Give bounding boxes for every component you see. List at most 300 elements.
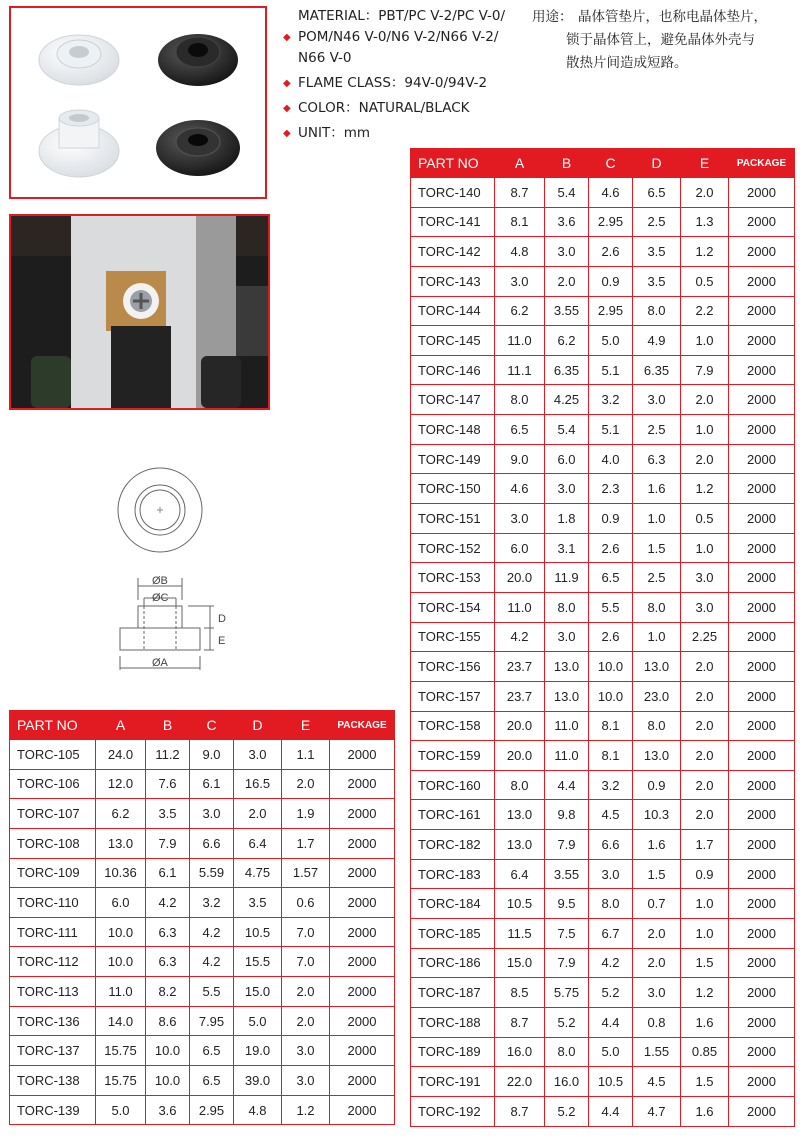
table-cell: 3.6 (146, 1095, 190, 1125)
table-row (411, 1096, 795, 1126)
table-cell: 2000 (729, 800, 795, 830)
table-cell: 2000 (330, 1066, 395, 1096)
table-cell: TORC-109 (10, 858, 96, 888)
table-cell: 2.0 (282, 1006, 330, 1036)
table-cell: 2.0 (633, 948, 681, 978)
table-cell: 4.25 (545, 385, 589, 415)
table-cell: 8.1 (495, 207, 545, 237)
table-cell: 2000 (330, 740, 395, 770)
table-cell: 7.0 (282, 947, 330, 977)
table-cell: 2.25 (681, 622, 729, 652)
table-cell: 3.6 (545, 207, 589, 237)
table-cell: 8.0 (545, 1037, 589, 1067)
table-cell: TORC-183 (411, 859, 495, 889)
table-row (411, 622, 795, 652)
table-cell: TORC-160 (411, 770, 495, 800)
header-a: A (96, 711, 146, 740)
table-row (10, 1036, 395, 1066)
spec-material (283, 6, 523, 27)
table-cell: TORC-141 (411, 207, 495, 237)
table-cell: TORC-111 (10, 917, 96, 947)
table-cell: TORC-159 (411, 741, 495, 771)
table-cell: 2.0 (681, 178, 729, 208)
table-cell: 2.6 (589, 533, 633, 563)
table-cell: TORC-156 (411, 652, 495, 682)
table-cell: 3.0 (589, 859, 633, 889)
table-cell: 2000 (729, 178, 795, 208)
table-cell: TORC-112 (10, 947, 96, 977)
table-cell: 2000 (729, 474, 795, 504)
table-cell: TORC-155 (411, 622, 495, 652)
table-cell: 2.0 (681, 711, 729, 741)
table-cell: 3.5 (633, 237, 681, 267)
bullet-icon: ◆ (283, 128, 291, 139)
table-cell: 2000 (729, 504, 795, 534)
table-cell: 2.0 (681, 444, 729, 474)
table-row (411, 326, 795, 356)
table-cell: 8.1 (589, 711, 633, 741)
header-d: D (633, 149, 681, 178)
table-cell: 1.0 (681, 889, 729, 919)
table-row (411, 948, 795, 978)
table-cell: 4.2 (190, 947, 234, 977)
table-cell: 6.6 (589, 830, 633, 860)
spec-color (283, 98, 523, 119)
table-cell: 2.0 (681, 770, 729, 800)
table-cell: 2.0 (681, 652, 729, 682)
table-cell: 3.0 (234, 740, 282, 770)
table-cell: 7.9 (146, 828, 190, 858)
usage-text-1: 晶体管垫片，也称电晶体垫片， (578, 9, 767, 25)
product-photo (9, 6, 267, 199)
table-cell: 0.9 (633, 770, 681, 800)
table-cell: 10.0 (146, 1036, 190, 1066)
table-cell: 2.0 (681, 681, 729, 711)
table-row (411, 681, 795, 711)
boss-outline (138, 606, 182, 628)
table-cell: 2000 (330, 977, 395, 1007)
table-cell: 6.5 (190, 1066, 234, 1096)
table-cell: 2.5 (633, 207, 681, 237)
table-cell: 5.59 (190, 858, 234, 888)
table-cell: 10.5 (589, 1067, 633, 1097)
table-cell: 1.5 (633, 859, 681, 889)
table-cell: 2.0 (282, 977, 330, 1007)
table-cell: 7.0 (282, 917, 330, 947)
table-cell: 10.5 (234, 917, 282, 947)
table-row (10, 828, 395, 858)
table-cell: 10.0 (96, 917, 146, 947)
table-cell: 6.5 (633, 178, 681, 208)
table-cell: 6.5 (495, 415, 545, 445)
table-cell: 10.0 (589, 681, 633, 711)
table-cell: 1.57 (282, 858, 330, 888)
table-cell: 5.0 (96, 1095, 146, 1125)
table-cell: 4.4 (589, 1007, 633, 1037)
table-cell: 2000 (330, 799, 395, 829)
table-row (411, 1007, 795, 1037)
table-cell: 10.0 (146, 1066, 190, 1096)
table-row (411, 652, 795, 682)
table-cell: 23.0 (633, 681, 681, 711)
table-cell: 2000 (729, 622, 795, 652)
table-cell: TORC-153 (411, 563, 495, 593)
header-c: C (589, 149, 633, 178)
table-cell: 4.2 (495, 622, 545, 652)
table-row (411, 800, 795, 830)
table-cell: 2.0 (681, 741, 729, 771)
table-cell: 8.0 (545, 592, 589, 622)
table-cell: 16.0 (495, 1037, 545, 1067)
table-row (10, 740, 395, 770)
table-row (10, 769, 395, 799)
table-cell: 13.0 (633, 652, 681, 682)
table-cell: 13.0 (495, 830, 545, 860)
table-cell: 16.0 (545, 1067, 589, 1097)
table-cell: 10.0 (96, 947, 146, 977)
table-cell: 2000 (330, 1036, 395, 1066)
table-cell: 2000 (330, 917, 395, 947)
table-cell: 2.0 (234, 799, 282, 829)
table-cell: 2.5 (633, 563, 681, 593)
table-cell: 4.9 (633, 326, 681, 356)
table-cell: 2000 (729, 948, 795, 978)
table-row (411, 592, 795, 622)
parts-table-left (9, 710, 395, 1125)
table-cell: 2000 (729, 385, 795, 415)
table-cell: TORC-113 (10, 977, 96, 1007)
table-cell: 2000 (729, 266, 795, 296)
table-cell: TORC-152 (411, 533, 495, 563)
table-cell: 20.0 (495, 711, 545, 741)
table-cell: TORC-139 (10, 1095, 96, 1125)
table-cell: TORC-146 (411, 355, 495, 385)
table-cell: 23.7 (495, 652, 545, 682)
table-cell: 6.0 (495, 533, 545, 563)
table-cell: 6.1 (146, 858, 190, 888)
table-cell: TORC-161 (411, 800, 495, 830)
table-cell: 10.3 (633, 800, 681, 830)
label-b: ØB (152, 575, 168, 587)
table-cell: 3.55 (545, 859, 589, 889)
table-cell: 5.2 (545, 1096, 589, 1126)
table-cell: 4.5 (589, 800, 633, 830)
table-cell: TORC-157 (411, 681, 495, 711)
table-cell: 2000 (729, 681, 795, 711)
table-row (411, 178, 795, 208)
table-cell: 4.8 (495, 237, 545, 267)
table-cell: 6.5 (190, 1036, 234, 1066)
table-cell: TORC-192 (411, 1096, 495, 1126)
table-row (411, 237, 795, 267)
table-cell: 1.8 (545, 504, 589, 534)
table-cell: 8.2 (146, 977, 190, 1007)
table-cell: 5.4 (545, 178, 589, 208)
table-row (10, 977, 395, 1007)
table-cell: 4.8 (234, 1095, 282, 1125)
table-cell: 1.0 (633, 504, 681, 534)
table-cell: 13.0 (545, 681, 589, 711)
table-cell: 4.4 (545, 770, 589, 800)
table-row (411, 741, 795, 771)
table-cell: 0.5 (681, 504, 729, 534)
table-cell: 2.95 (589, 207, 633, 237)
table-cell: 3.5 (234, 888, 282, 918)
table-cell: 8.0 (495, 385, 545, 415)
table-cell: 5.2 (589, 978, 633, 1008)
table-cell: TORC-148 (411, 415, 495, 445)
table-header-row (411, 149, 795, 178)
header-a: A (495, 149, 545, 178)
table-cell: TORC-154 (411, 592, 495, 622)
table-cell: 2000 (729, 859, 795, 889)
table-cell: 1.0 (633, 622, 681, 652)
table-cell: 6.7 (589, 919, 633, 949)
table-cell: 3.0 (633, 978, 681, 1008)
table-cell: 13.0 (545, 652, 589, 682)
table-cell: TORC-145 (411, 326, 495, 356)
table-cell: 2000 (729, 1007, 795, 1037)
table-cell: 4.0 (589, 444, 633, 474)
material-line1: MATERIAL：PBT/PC V-2/PC V-0/ (298, 8, 506, 24)
table-cell: 10.0 (589, 652, 633, 682)
table-cell: 8.6 (146, 1006, 190, 1036)
table-row (411, 504, 795, 534)
table-cell: 6.1 (190, 769, 234, 799)
table-cell: 3.5 (633, 266, 681, 296)
table-cell: 10.5 (495, 889, 545, 919)
table-cell: TORC-191 (411, 1067, 495, 1097)
table-cell: 1.6 (633, 830, 681, 860)
table-cell: 6.2 (545, 326, 589, 356)
table-cell: 3.2 (190, 888, 234, 918)
table-cell: 2000 (729, 1067, 795, 1097)
table-cell: 1.0 (681, 326, 729, 356)
table-cell: 1.1 (282, 740, 330, 770)
table-cell: 2.0 (633, 919, 681, 949)
header-d: D (234, 711, 282, 740)
table-cell: 2.3 (589, 474, 633, 504)
table-cell: 15.0 (234, 977, 282, 1007)
table-cell: 2000 (330, 769, 395, 799)
table-cell: 4.5 (633, 1067, 681, 1097)
color: COLOR：NATURAL/BLACK (298, 100, 470, 116)
table-cell: 6.4 (495, 859, 545, 889)
table-cell: TORC-149 (411, 444, 495, 474)
table-cell: 1.0 (681, 415, 729, 445)
table-cell: 1.5 (681, 948, 729, 978)
table-cell: 5.2 (545, 1007, 589, 1037)
table-cell: 1.7 (681, 830, 729, 860)
dimension-diagram (100, 460, 250, 680)
table-cell: 7.9 (545, 830, 589, 860)
table-cell: 6.0 (96, 888, 146, 918)
unit: UNIT：mm (298, 125, 371, 141)
table-cell: 8.0 (633, 711, 681, 741)
table-cell: 15.0 (495, 948, 545, 978)
table-cell: TORC-187 (411, 978, 495, 1008)
table-cell: 2000 (330, 828, 395, 858)
table-cell: 7.95 (190, 1006, 234, 1036)
table-row (10, 799, 395, 829)
table-row (411, 563, 795, 593)
table-cell: 2000 (729, 889, 795, 919)
table-row (411, 474, 795, 504)
washer-illustration (11, 8, 265, 197)
label-c: ØC (152, 592, 169, 604)
table-cell: 11.1 (495, 355, 545, 385)
table-cell: TORC-150 (411, 474, 495, 504)
table-cell: TORC-143 (411, 266, 495, 296)
table-row (411, 207, 795, 237)
header-c: C (190, 711, 234, 740)
table-cell: 4.4 (589, 1096, 633, 1126)
table-cell: 11.0 (545, 711, 589, 741)
table-cell: 39.0 (234, 1066, 282, 1096)
table-cell: 2000 (729, 770, 795, 800)
table-cell: 4.7 (633, 1096, 681, 1126)
table-cell: 6.3 (146, 917, 190, 947)
table-cell: 5.0 (589, 326, 633, 356)
usage-text (532, 6, 804, 75)
header-part-no: PART NO (10, 711, 96, 740)
table-cell: 3.0 (633, 385, 681, 415)
table-row (411, 770, 795, 800)
table-cell: 7.5 (545, 919, 589, 949)
table-cell: 2.95 (589, 296, 633, 326)
table-cell: 1.7 (282, 828, 330, 858)
table-row (10, 917, 395, 947)
table-cell: 11.0 (96, 977, 146, 1007)
table-cell: 2000 (330, 1006, 395, 1036)
table-cell: 3.2 (589, 385, 633, 415)
header-package: PACKAGE (330, 711, 395, 740)
flame-class: FLAME CLASS：94V-0/94V-2 (298, 75, 488, 91)
table-cell: 19.0 (234, 1036, 282, 1066)
table-cell: 1.5 (681, 1067, 729, 1097)
table-row (411, 889, 795, 919)
table-row (411, 266, 795, 296)
table-cell: 10.36 (96, 858, 146, 888)
table-cell: 11.0 (545, 741, 589, 771)
table-cell: 11.0 (495, 592, 545, 622)
spec-flame (283, 73, 523, 94)
usage-line2: 锁于晶体管上，避免晶体外壳与 (566, 32, 755, 48)
table-cell: 2.95 (190, 1095, 234, 1125)
table-cell: 13.0 (633, 741, 681, 771)
transistor-on-heatsink-illustration (11, 216, 268, 408)
application-photo (9, 214, 270, 410)
table-cell: 15.75 (96, 1036, 146, 1066)
table-cell: TORC-140 (411, 178, 495, 208)
table-cell: 5.75 (545, 978, 589, 1008)
table-row (411, 415, 795, 445)
table-row (10, 947, 395, 977)
table-cell: TORC-186 (411, 948, 495, 978)
table-cell: 1.55 (633, 1037, 681, 1067)
header-e: E (681, 149, 729, 178)
table-row (10, 858, 395, 888)
table-cell: 5.0 (234, 1006, 282, 1036)
table-header-row (10, 711, 395, 740)
table-cell: TORC-188 (411, 1007, 495, 1037)
table-cell: 1.2 (681, 978, 729, 1008)
table-cell: TORC-105 (10, 740, 96, 770)
table-cell: 5.1 (589, 415, 633, 445)
table-row (411, 444, 795, 474)
table-row (411, 1067, 795, 1097)
table-cell: 13.0 (96, 828, 146, 858)
table-row (411, 978, 795, 1008)
table-cell: 3.5 (146, 799, 190, 829)
table-cell: TORC-185 (411, 919, 495, 949)
parts-table-right (410, 148, 795, 1127)
table-cell: 11.9 (545, 563, 589, 593)
table-cell: 2.0 (545, 266, 589, 296)
table-cell: 16.5 (234, 769, 282, 799)
table-cell: 7.9 (545, 948, 589, 978)
table-cell: 0.8 (633, 1007, 681, 1037)
table-cell: 0.85 (681, 1037, 729, 1067)
label-d: D (218, 613, 226, 625)
table-cell: TORC-137 (10, 1036, 96, 1066)
table-cell: 5.0 (589, 1037, 633, 1067)
table-cell: 6.35 (633, 355, 681, 385)
table-cell: 4.75 (234, 858, 282, 888)
table-cell: 0.5 (681, 266, 729, 296)
table-cell: 7.6 (146, 769, 190, 799)
table-cell: 2000 (729, 711, 795, 741)
table-cell: 1.9 (282, 799, 330, 829)
table-cell: 2.5 (633, 415, 681, 445)
table-cell: 0.9 (681, 859, 729, 889)
table-cell: 9.8 (545, 800, 589, 830)
table-cell: 2000 (729, 978, 795, 1008)
bullet-icon: ◆ (283, 32, 291, 43)
table-row (411, 1037, 795, 1067)
table-row (411, 919, 795, 949)
table-cell: 2000 (330, 888, 395, 918)
table-row (411, 533, 795, 563)
table-cell: 1.2 (681, 474, 729, 504)
table-cell: 11.2 (146, 740, 190, 770)
table-cell: 3.2 (589, 770, 633, 800)
material-line2: POM/N46 V-0/N6 V-2/N66 V-2/ (298, 29, 499, 45)
header-b: B (545, 149, 589, 178)
spec-list (283, 6, 523, 144)
table-row (411, 296, 795, 326)
table-cell: 2.0 (681, 800, 729, 830)
table-cell: TORC-106 (10, 769, 96, 799)
label-a: ØA (152, 657, 168, 669)
table-cell: 1.2 (282, 1095, 330, 1125)
table-cell: 8.0 (589, 889, 633, 919)
usage-label: 用途： (532, 9, 573, 25)
table-cell: 2.6 (589, 237, 633, 267)
table-cell: 20.0 (495, 741, 545, 771)
table-cell: 3.1 (545, 533, 589, 563)
table-row (10, 888, 395, 918)
table-cell: 9.0 (495, 444, 545, 474)
table-cell: 11.5 (495, 919, 545, 949)
table-cell: 4.2 (589, 948, 633, 978)
bullet-icon: ◆ (283, 78, 291, 89)
table-cell: 2000 (729, 741, 795, 771)
table-cell: TORC-142 (411, 237, 495, 267)
table-cell: 6.2 (96, 799, 146, 829)
table-cell: 1.6 (633, 474, 681, 504)
table-cell: 6.4 (234, 828, 282, 858)
